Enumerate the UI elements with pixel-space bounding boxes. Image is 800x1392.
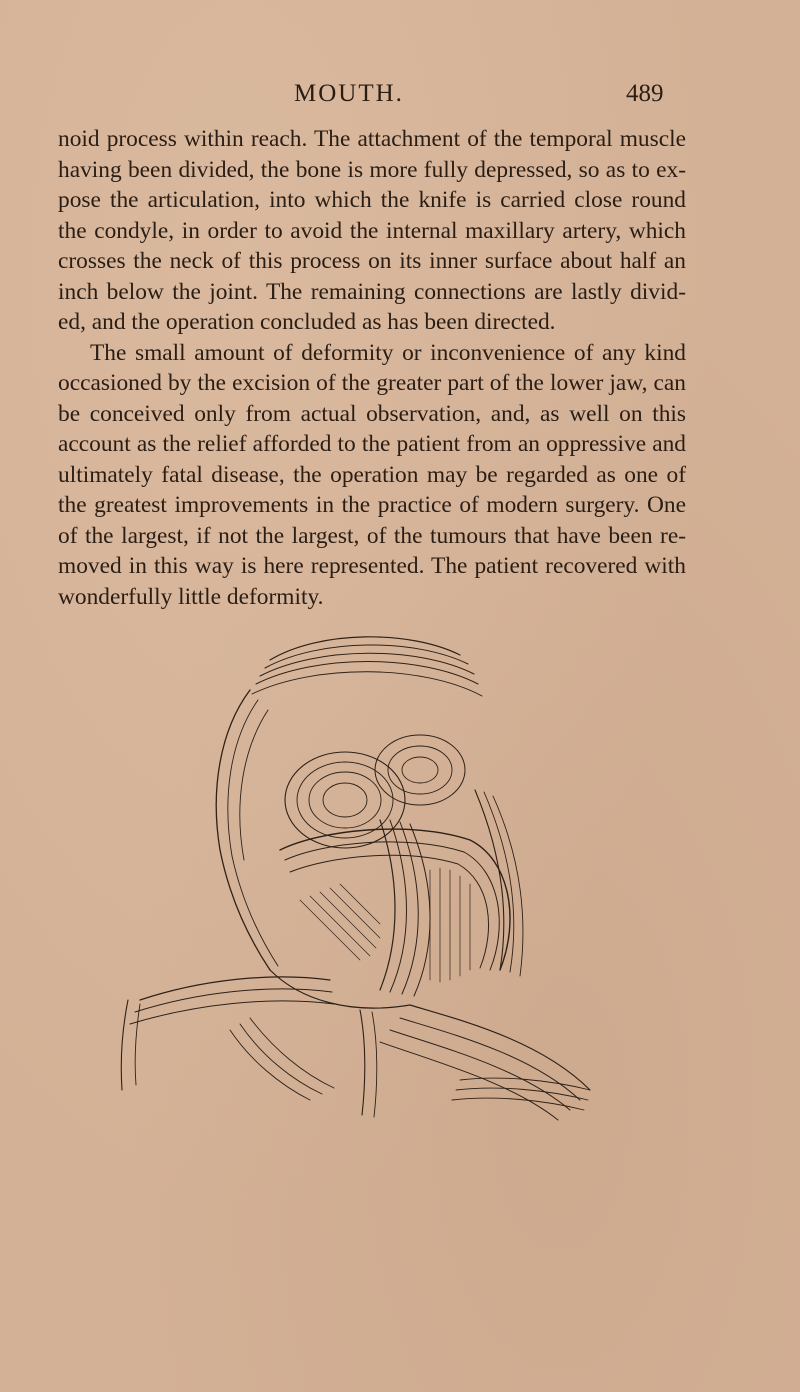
running-head: [0, 80, 800, 116]
paragraph-2: The small amount of deformity or inconvenience of any kind occasioned by the excision of the greater part of the lower jaw, can be conceived only from actual observation, and, as well on this account as the relief afforded to the patient from an oppressive and ultimately fatal disease, the operation may be regarded as one of the greatest improvements in the practice of modern surgery. One of the largest, if not the largest, of the tumours that have been re-moved in this way is here represented. The patient recovered with wonderfully little deformity.: [58, 339, 686, 610]
body-text: [58, 124, 686, 612]
running-title: MOUTH.: [294, 80, 404, 107]
paragraph-1: noid process within reach. The attachment of the temporal muscle having been divided, the bone is more fully depressed, so as to ex-pose the articulation, into which the knife is carried close round the condyle, in order to avoid the internal maxillary artery, which crosses the neck of this process on its inner surface about half an inch below the joint. The remaining connections are lastly divid-ed, and the operation concluded as has been directed.: [58, 126, 686, 335]
page-number: 489: [626, 80, 664, 107]
engraving-illustration-icon: [80, 620, 640, 1125]
figure-illustration: [80, 620, 640, 1125]
